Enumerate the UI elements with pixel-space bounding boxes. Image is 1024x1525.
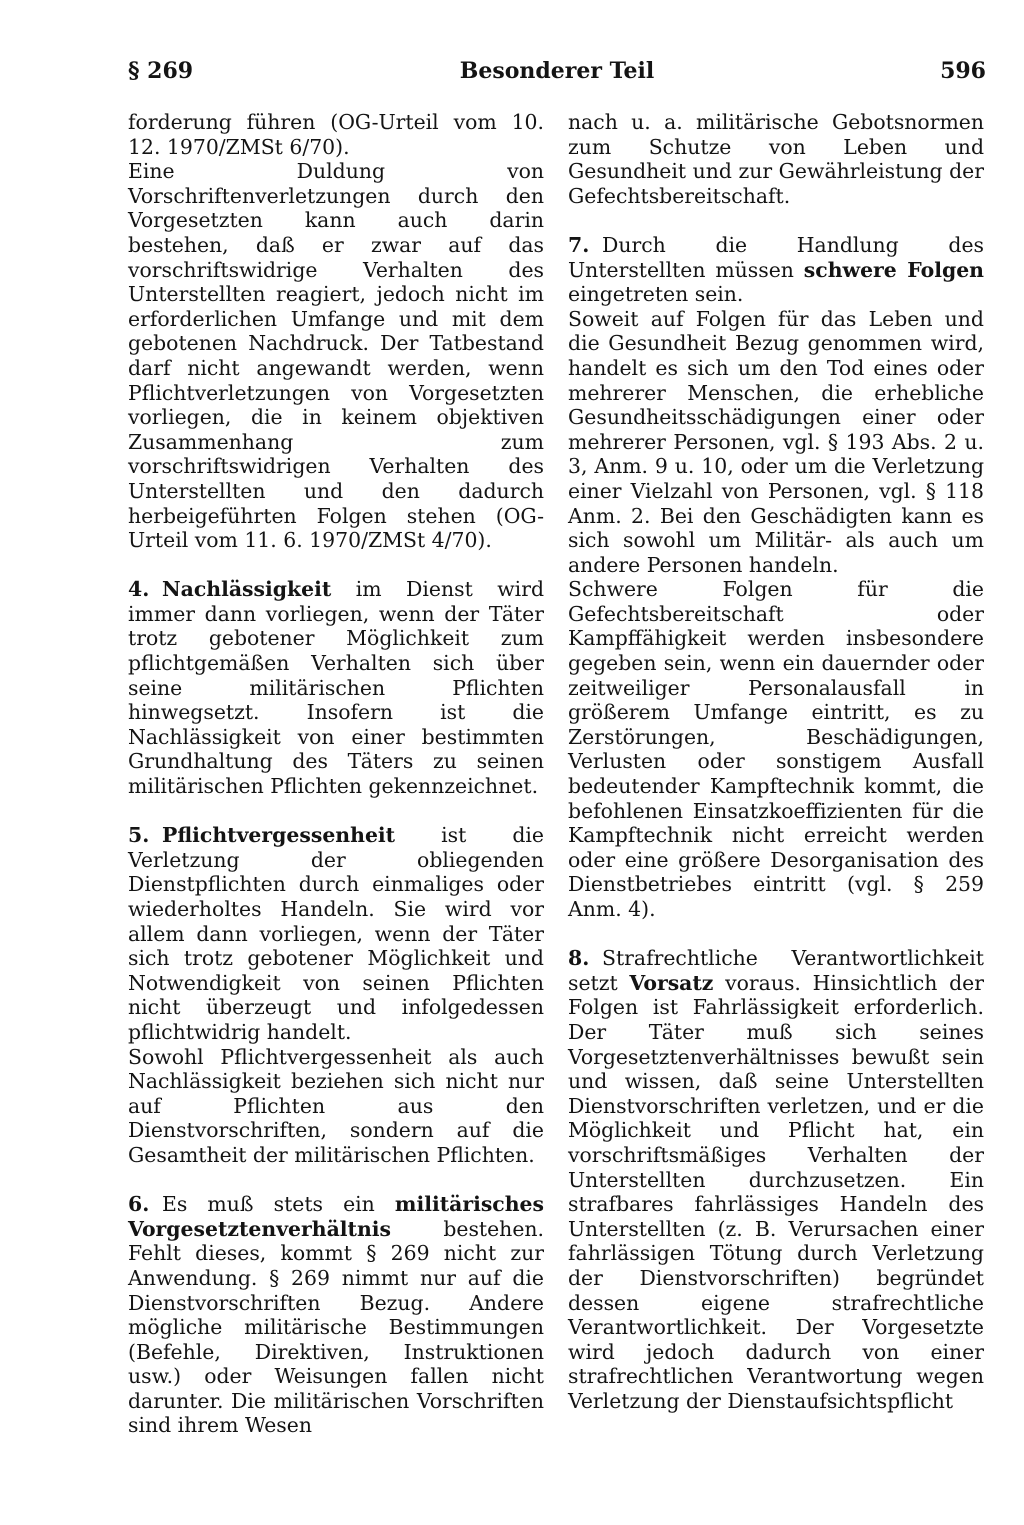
page-header <box>128 58 986 94</box>
section-term: Vorsatz <box>629 970 714 995</box>
paragraph-sowohl: Sowohl Pflichtvergessenheit als auch Nachlässigkeit beziehen sich nicht nur auf Pflichten aus den Dienstvorschriften, sondern auf die Gesamtheit der militärischen Pflichten. <box>128 1044 544 1167</box>
section-number: 8. <box>568 946 590 971</box>
section-8 <box>568 946 984 1413</box>
section-term: militärisches Vorgesetztenverhältnis <box>128 1192 544 1241</box>
section-text-pre: Strafrechtliche Verantwortlichkeit setzt <box>568 946 984 995</box>
section-number: 4. <box>128 577 150 602</box>
section-text: im Dienst wird immer dann vorliegen, wenn der Täter trotz gebotener Möglichkeit zum pflichtgemäßen Verhalten sich über seine militärischen Pflichten hinwegsetzt. Insofern ist die Nachlässigkeit von einer bestimmten Grundhaltung des Täters zu seinen militärischen Pflichten gekennzeichnet. <box>128 577 544 799</box>
section-text-pre: Es muß stets ein <box>162 1192 395 1217</box>
section-text: voraus. Hinsichtlich der Folgen ist Fahrlässigkeit erforderlich. Der Täter muß sich seines Vorgesetztenverhältnisses bewußt sein und wissen, daß seine Unterstellten Dienstvorschriften verletzen, und er die Möglichkeit und Pflicht hat, ein vorschriftsmäßiges Verhalten der Unterstellten durchzusetzen. Ein strafbares fahrlässiges Handeln des Unterstellten (z. B. Verursachen einer fahrlässigen Tötung durch Verletzung der Dienstvorschriften) begründet dessen eigene strafrechtliche Verantwortlichkeit. Der Vorgesetzte wird jedoch dadurch von einer strafrechtlichen Verantwortung wegen Verletzung der Dienstaufsichtspflicht <box>568 970 984 1413</box>
running-title: Besonderer Teil <box>459 58 655 84</box>
page-number: 596 <box>940 58 986 84</box>
section-text: ist die Verletzung der obliegenden Dienstpflichten durch einmaliges oder wiederholtes Handeln. Sie wird vor allem dann vorliegen, wenn der Täter sich trotz gebotener Möglichkeit und Notwendigkeit von seinen Pflichten nicht überzeugt und infolgedessen pflichtwidrig handelt. <box>128 823 544 1044</box>
section-7 <box>568 233 984 307</box>
right-column <box>568 110 984 1413</box>
section-term: Nachlässigkeit <box>162 577 332 602</box>
section-4 <box>128 577 544 798</box>
section-text-pre: Durch die Handlung des Unterstellten müssen <box>568 232 984 282</box>
section-6 <box>128 1192 544 1438</box>
paragraph-continuation: forderung führen (OG-Urteil vom 10. 12. 1970/ZMSt 6/70). <box>128 110 544 159</box>
section-number: 6. <box>128 1192 150 1217</box>
section-term: schwere Folgen <box>803 257 984 282</box>
paragraph-leben-gesundheit: Soweit auf Folgen für das Leben und die Gesundheit Bezug genommen wird, handelt es sich um den Tod eines oder mehrerer Menschen, die erhebliche Gesundheitsschädigungen einer oder mehrerer Personen, vgl. § 193 Abs. 2 u. 3, Anm. 9 u. 10, oder um die Verletzung einer Vielzahl von Personen, vgl. § 118 Anm. 2. Bei den Geschädigten kann es sich sowohl um Militär- als auch um andere Personen handeln. <box>568 306 984 577</box>
section-text: bestehen. Fehlt dieses, kommt § 269 nicht zur Anwendung. § 269 nimmt nur auf die Dienstvorschriften Bezug. Andere mögliche militärische Bestimmungen (Befehle, Direktiven, Instruktionen usw.) oder Weisungen fallen nicht darunter. Die militärischen Vorschriften sind ihrem Wesen <box>128 1216 544 1438</box>
section-term: Pflichtvergessenheit <box>162 823 396 848</box>
section-number: 7. <box>568 232 590 257</box>
paragraph-continuation: nach u. a. militärische Gebotsnormen zum Schutze von Leben und Gesundheit und zur Gewährleistung der Gefechtsbereitschaft. <box>568 110 984 208</box>
section-5 <box>128 823 544 1044</box>
paragraph-duldung: Eine Duldung von Vorschriftenverletzungen durch den Vorgesetzten kann auch darin bestehen, daß er zwar auf das vorschriftswidrige Verhalten des Unterstellten reagiert, jedoch nicht im erforderlichen Umfange und mit dem gebotenen Nachdruck. Der Tatbestand darf nicht angewandt werden, wenn Pflichtverletzungen von Vorgesetzten vorliegen, die in keinem objektiven Zusammenhang zum vorschriftswidrigen Verhalten des Unterstellten und den dadurch herbeigeführten Folgen stehen (OG-Urteil vom 11. 6. 1970/ZMSt 4/70). <box>128 159 544 553</box>
left-column <box>128 110 544 1438</box>
section-reference: § 269 <box>128 58 194 84</box>
section-number: 5. <box>128 823 150 848</box>
section-text: eingetreten sein. <box>568 282 744 307</box>
paragraph-gefechtsbereitschaft: Schwere Folgen für die Gefechtsbereitschaft oder Kampffähigkeit werden insbesondere gegeben sein, wenn ein dauernder oder zeitweiliger Personalausfall in größerem Umfange eintritt, es zu Zerstörungen, Beschädigungen, Verlusten oder sonstigem Ausfall bedeutender Kampftechnik kommt, die befohlenen Einsatzkoeffizienten für die Kampftechnik nicht erreicht werden oder eine größere Desorganisation des Dienstbetriebes eintritt (vgl. § 259 Anm. 4). <box>568 577 984 921</box>
